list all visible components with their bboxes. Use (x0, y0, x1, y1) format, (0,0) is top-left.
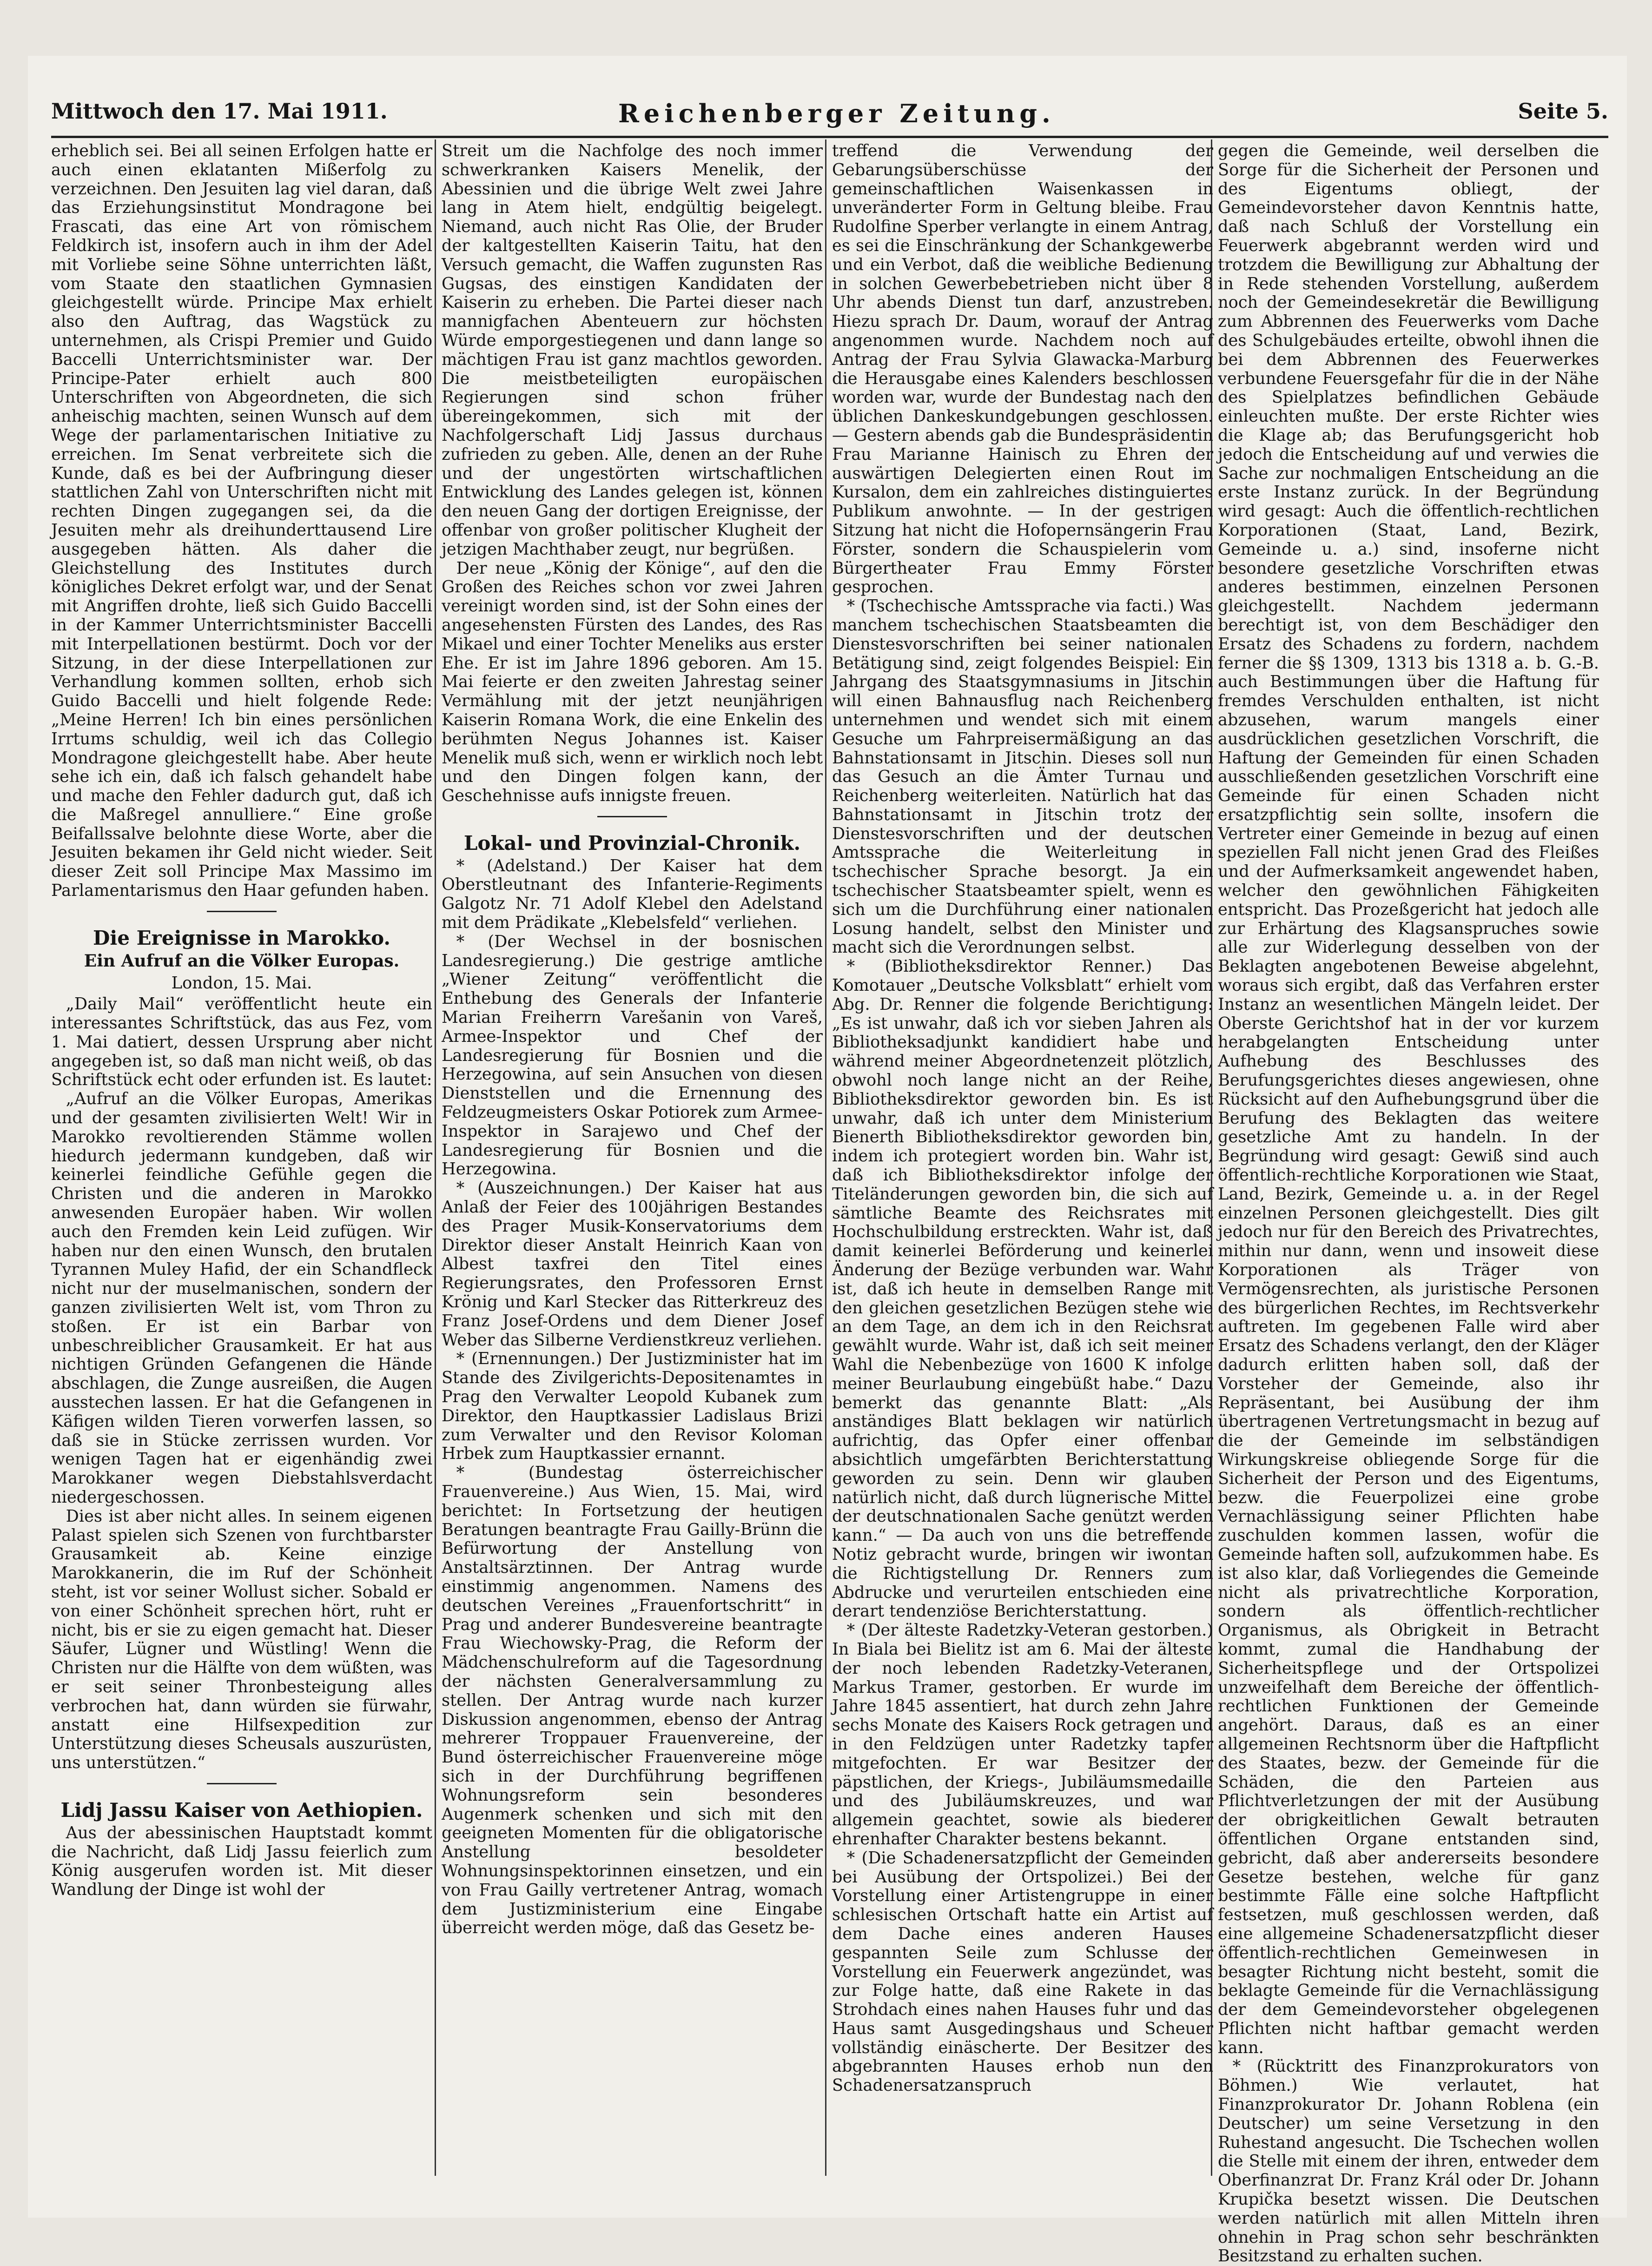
section-heading: Lokal- und Provinzial-Chronik. (463, 831, 801, 855)
column-3 (832, 142, 1213, 2169)
article-paragraph: Streit um die Nachfolge des noch immer schwerkranken Kaisers Menelik, der Abessinien und die übrige Welt zwei Jahre lang in Atem hielt, endgültig beigelegt. Niemand, auch nicht Ras Olie, der Bruder der kaltgestellten Kaiserin Taitu, hat den Versuch gemacht, die Waffen zugunsten Ras Gugsas, des einstigen Kandidaten der Kaiserin zu erheben. Die Partei dieser nach mannigfachen Abenteuern zur höchsten Würde emporgestiegenen und dann lange so mächtigen Frau ist ganz machtlos geworden. Die meistbeteiligten europäischen Regierungen sind schon früher übereingekommen, sich mit der Nachfolgerschaft Lidj Jassus durchaus zufrieden zu geben. Alle, denen an der Ruhe und der ungestörten wirtschaftlichen Entwicklung des Landes gelegen ist, können den neuen Gang der dortigen Ereignisse, der offenbar von großer politischer Klugheit der jetzigen Machthaber zeugt, nur begrüßen. (442, 141, 823, 559)
news-item: * (Ernennungen.) Der Justizminister hat im Stande des Zivilgerichts-Depositenamtes in Prag den Verwalter Leopold Kubanek zum Direktor, den Hauptkassier Ladislaus Brizi zum Verwalter und den Revisor Koloman Hrbek zum Hauptkassier ernannt. (442, 1349, 823, 1464)
news-item: * (Der Wechsel in der bosnischen Landesregierung.) Die gestrige amtliche „Wiener Zeitung“ veröffentlicht die Enthebung des Generals der Infanterie Marian Freiherrn Varešanin von Vareš, Armee-Inspektor und Chef der Landesregierung für Bosnien und die Herzegowina, auf sein Ansuchen von diesen Dienststellen und die Ernennung des Feldzeugmeisters Oskar Potiorek zum Armee-Inspektor in Sarajewo und Chef der Landesregierung für Bosnien und die Herzegowina. (442, 932, 823, 1179)
news-item: * (Tschechische Amtssprache via facti.) Was manchem tschechischen Staatsbeamten die Dienstesvorschriften bei seiner nationalen Betätigung sind, zeigt folgendes Beispiel: Ein Jahrgang des Staatsgymnasiums in Jitschin will einen Bahnausflug nach Reichenberg unternehmen und wendet sich mit einem Gesuche um Fahrpreisermäßigung an das Bahnstationsamt in Jitschin. Dieses soll nun das Gesuch an die Ämter Turnau und Reichenberg weiterleiten. Natürlich hat das Bahnstationsamt in Jitschin trotz der Dienstesvorschriften und der deutschen Amtssprache die Weiterleitung in tschechischer Sprache besorgt. Ja ein tschechischer Staatsbeamter spielt, wenn es sich um die Durchführung einer nationalen Losung handelt, selbst den Minister und macht sich die Verordnungen selbst. (832, 596, 1213, 957)
news-item: * (Adelstand.) Der Kaiser hat dem Oberstleutnant des Infanterie-Regiments Galgotz Nr. 71 Adolf Klebel den Adelstand mit dem Prädikate „Klebelsfeld“ verliehen. (442, 856, 823, 933)
header-rule (51, 136, 1608, 138)
article-paragraph: „Daily Mail“ veröffentlicht heute ein interessantes Schriftstück, das aus Fez, vom 1. Mai datiert, dessen Ursprung aber nicht angegeben ist, so daß man nicht weiß, ob das Schriftstück echt oder erfunden ist. Es lautet: (51, 994, 432, 1090)
news-item: treffend die Verwendung der Gebarungsüberschüsse der gemeinschaftlichen Waisenkassen in unveränderter Form in Geltung bleibe. Frau Rudolfine Sperber verlangte in einem Antrag, es sei die Einschränkung der Schankgewerbe und ein Verbot, daß die weibliche Bedienung in solchen Gewerbebetrieben nicht über 8 Uhr abends Dienst tun darf, anzustreben. Hiezu sprach Dr. Daum, worauf der Antrag angenommen wurde. Nachdem noch auf Antrag der Frau Sylvia Glawacka-Marburg die Herausgabe eines Kalenders beschlossen worden war, wurde der Bundestag nach den üblichen Dankeskundgebungen geschlossen. — Gestern abends gab die Bundespräsidentin Frau Marianne Hainisch zu Ehren der auswärtigen Delegierten einen Rout im Kursalon, dem ein zahlreiches distinguiertes Publikum anwohnte. — In der gestrigen Sitzung hat nicht die Hofopernsängerin Frau Förster, sondern die Schauspielerin vom Bürgertheater Frau Emmy Förster gesprochen. (832, 141, 1213, 597)
article-subheading: Ein Aufruf an die Völker Europas. (84, 951, 400, 971)
divider (597, 816, 667, 817)
news-item: * (Der älteste Radetzky-Veteran gestorben.) In Biala bei Bielitz ist am 6. Mai der älteste der noch lebenden Radetzky-Veteranen, Markus Tramer, gestorben. Er wurde im Jahre 1845 assentiert, hat durch zehn Jahre sechs Monate des Kaisers Rock getragen und in den Feldzügen unter Radetzky tapfer mitgefochten. Er war Besitzer der päpstlichen, der Kriegs-, Jubiläumsmedaille und des Jubiläumskreuzes, und war allgemein geachtet, sowie als biederer ehrenhafter Charakter bestens bekannt. (832, 1621, 1213, 1849)
news-item: * (Die Schadenersatzpflicht der Gemeinden bei Ausübung der Ortspolizei.) Bei der Vorstellung einer Artistengruppe in einer schlesischen Ortschaft hatte ein Artist auf dem Dache eines anderen Hauses gespannten Seile zum Schlusse der Vorstellung ein Feuerwerk angezündet, was zur Folge hatte, daß eine Rakete in das Strohdach eines nahen Hauses fuhr und das Haus samt Ausgedingshaus und Scheuer vollständig einäscherte. Der Besitzer des abgebrannten Hauses erhob nun den Schadenersatzanspruch (832, 1848, 1213, 2095)
news-item: * (Auszeichnungen.) Der Kaiser hat aus Anlaß der Feier des 100jährigen Bestandes des Prager Musik-Konservatoriums dem Direktor dieser Anstalt Heinrich Kaan von Albest taxfrei den Titel eines Regierungsrates, den Professoren Ernst Krönig und Karl Stecker das Ritterkreuz des Franz Josef-Ordens und dem Diener Josef Weber das Silberne Verdienstkreuz verliehen. (442, 1179, 823, 1350)
article-paragraph: Dies ist aber nicht alles. In seinem eigenen Palast spielen sich Szenen von furchtbarster Grausamkeit ab. Keine einzige Marokkanerin, die im Ruf der Schönheit steht, ist vor seiner Wollust sicher. Sobald er von einer Schönheit sprechen hört, ruht er nicht, bis er sie zu eigen gemacht hat. Dieser Säufer, Lügner und Wüstling! Wenn die Christen nur die Hälfte von dem wüßten, was er seit seiner Thronbesteigung alles verbrochen hat, dann würden sie fürwahr, anstatt eine Hilfsexpedition zur Unterstützung dieses Scheusals auszurüsten, uns unterstützen.“ (51, 1506, 432, 1773)
divider (207, 911, 277, 912)
news-item: gegen die Gemeinde, weil derselben die Sorge für die Sicherheit der Personen und des Eigentums obliegt, der Gemeindevorsteher davon Kenntnis hatte, daß nach Schluß der Vorstellung ein Feuerwerk abgebrannt werden wird und trotzdem die Bewilligung zur Abhaltung der in Rede stehenden Vorstellung, außerdem noch der Gemeindesekretär die Bewilligung zum Abbrennen des Feuerwerks vom Dache des Schulgebäudes erteilte, obwohl ihnen die bei dem Abbrennen des Feuerwerkes verbundene Feuersgefahr für die in der Nähe des Spielplatzes befindlichen Gebäude einleuchten mußte. Der erste Richter wies die Klage ab; das Berufungsgericht hob jedoch die Entscheidung auf und verwies die Sache zur nochmaligen Entscheidung an die erste Instanz zurück. In der Begründung wird gesagt: Auch die öffentlich-rechtlichen Korporationen (Staat, Land, Bezirk, Gemeinde u. a.) sind, insoferne nicht besondere gesetzliche Vorschriften etwas anderes bestimmen, einzelnen Personen gleichgestellt. Nachdem jedermann berechtigt ist, von dem Beschädiger den Ersatz des Schadens zu fordern, nachdem ferner die §§ 1309, 1313 bis 1318 a. b. G.-B. auch Bestimmungen über die Haftung für fremdes Verschulden enthalten, ist nicht abzusehen, warum mangels einer ausdrücklichen gesetzlichen Vorschrift, die Haftung der Gemeinden für einen Schaden ausschließenden gesetzlichen Vorschrift eine Gemeinde für einen Schaden nicht ersatzpflichtig sein sollte, insofern die Vertreter einer Gemeinde in bezug auf einen speziellen Fall nicht jenen Grad des Fleißes und der Aufmerksamkeit angewendet haben, welcher den gewöhnlichen Fähigkeiten entspricht. Das Prozeßgericht hat jedoch alle zur Erhärtung des Klagsanspruches sowie alle zur Widerlegung desselben von der Beklagten angebotenen Beweise abgelehnt, woraus sich ergibt, daß das Verfahren erster Instanz an wesentlichen Mängeln leidet. Der Oberste Gerichtshof hat in der vor kurzem herabgelangten Entscheidung unter Aufhebung des Beschlusses des Berufungsgerichtes dieses angewiesen, ohne Rücksicht auf den Aufhebungsgrund über die Berufung des Beklagten das weitere gesetzliche Amt zu handeln. In der Begründung wird gesagt: Gewiß sind auch öffentlich-rechtliche Korporationen wie Staat, Land, Bezirk, Gemeinde u. a. in der Regel einzelnen Personen gleichgestellt. Dies gilt jedoch nur für den Bereich des Privatrechtes, mithin nur dann, wenn und insoweit diese Korporationen als Träger von Vermögensrechten, als juristische Personen des bürgerlichen Rechtes, im Rechtsverkehr auftreten. Im gegebenen Falle wird aber Ersatz des Schadens verlangt, den der Kläger dadurch erlitten haben soll, daß der Vorsteher der Gemeinde, also ihr Repräsentant, bei Ausübung der ihm übertragenen Vertretungsmacht in bezug auf die der Gemeinde im selbständigen Wirkungskreise obliegende Sorge für die Sicherheit der Person und des Eigentums, bezw. die Feuerpolizei eine grobe Vernachlässigung seiner Pflichten habe zuschulden kommen lassen, wofür die Gemeinde haften soll, aufzukommen habe. Es ist also klar, daß Vorliegendes die Gemeinde nicht als privatrechtliche Korporation, sondern als öffentlich-rechtlicher Organismus, als Obrigkeit in Betracht kommt, zumal die Handhabung der Sicherheitspflege und der Ortspolizei unzweifelhaft dem Bereiche der öffentlich-rechtlichen Funktionen der Gemeinde angehört. Daraus, daß es an einer allgemeinen Rechtsnorm über die Haftpflicht des Staates, bezw. der Gemeinde für die Schäden, die den Parteien aus Pflichtverletzungen der mit der Ausübung der obrigkeitlichen Gewalt betrauten öffentlichen Organe entstanden sind, gebricht, daß aber andererseits besondere Gesetze bestehen, welche für ganz bestimmte Fälle eine solche Haftpflicht festsetzen, muß geschlossen werden, daß eine allgemeine Schadenersatzpflicht dieser öffentlich-rechtlichen Gemeinwesen in besagter Richtung nicht besteht, somit die beklagte Gemeinde für die Vernachlässigung der dem Gemeindevorsteher obgelegenen Pflichten nicht haftbar gemacht werden kann. (1218, 141, 1599, 2057)
article-heading: Die Ereignisse in Marokko. (93, 926, 391, 949)
page-header (51, 99, 1608, 140)
divider (207, 1783, 277, 1784)
header-masthead: Reichenberger Zeitung. (618, 99, 1055, 128)
article-paragraph: Der neue „König der Könige“, auf den die Großen des Reiches schon vor zwei Jahren vereinigt worden sind, ist der Sohn eines der angesehensten Fürsten des Landes, des Ras Mikael und einer Tochter Meneliks aus erster Ehe. Er ist im Jahre 1896 geboren. Am 15. Mai feierte er den zweiten Jahrestag seiner Vermählung mit der jetzt neunjährigen Kaiserin Romana Work, die eine Enkelin des berühmten Negus Johannes ist. Kaiser Menelik muß sich, wenn er wirklich noch lebt und den Dingen folgen kann, der Geschehnisse aufs innigste freuen. (442, 558, 823, 806)
header-date: Mittwoch den 17. Mai 1911. (51, 99, 388, 124)
article-paragraph: „Aufruf an die Völker Europas, Amerikas und der gesamten zivilisierten Welt! Wir in Marokko revoltierenden Stämme wollen hiedurch jedermann kundgeben, daß wir keinerlei feindliche Gefühle gegen die Christen und die anderen in Marokko anwesenden Europäer haben. Wir wollen auch den Fremden kein Leid zufügen. Wir haben nur den einen Wunsch, den brutalen Tyrannen Muley Hafid, der ein Schandfleck nicht nur der muselmanischen, sondern der ganzen zivilisierten Welt ist, vom Thron zu stoßen. Er ist ein Barbar von unbeschreiblicher Grausamkeit. Er hat aus nichtigen Gründen Gefangenen die Hände abschlagen, die Zunge ausreißen, die Augen ausstechen lassen. Er hat die Gefangenen in Käfigen wilden Tieren vorwerfen lassen, so daß sie in Stücke zerrissen wurden. Vor wenigen Tagen hat er eigenhändig zwei Marokkaner wegen Diebstahlsverdacht niedergeschossen. (51, 1089, 432, 1507)
news-item: * (Rücktritt des Finanzprokurators von Böhmen.) Wie verlautet, hat Finanzprokurator Dr. Johann Roblena (ein Deutscher) um seine Versetzung in den Ruhestand angesucht. Die Tschechen wollen die Stelle mit einem der ihren, entweder dem Oberfinanzrat Dr. Franz Král oder Dr. Johann Krupička besetzt wissen. Die Deutschen werden natürlich mit allen Mitteln ihren ohnehin in Prag schon sehr beschränkten Besitzstand zu erhalten suchen. (1218, 2057, 1599, 2266)
column-rule (825, 139, 826, 2176)
article-heading: Lidj Jassu Kaiser von Aethiopien. (60, 1798, 423, 1822)
header-page-number: Seite 5. (1518, 99, 1608, 124)
news-item: * (Bibliotheksdirektor Renner.) Das Komotauer „Deutsche Volksblatt“ erhielt vom Abg. Dr. Renner die folgende Berichtigung: „Es ist unwahr, daß ich vor sieben Jahren als Bibliotheksadjunkt kandidiert habe und während meiner Abgeordnetenzeit plötzlich, obwohl noch lange nicht an der Reihe, Bibliotheksdirektor geworden bin. Es ist unwahr, daß ich unter dem Ministerium Bienerth Bibliotheksdirektor geworden bin, indem ich protegiert worden bin. Wahr ist, daß ich Bibliotheksdirektor infolge der Titeländerungen geworden bin, die sich auf sämtliche Beamte des Reichsrates mit Hochschulbildung erstreckten. Wahr ist, daß damit keinerlei Beförderung und keinerlei Änderung der Bezüge verbunden war. Wahr ist, daß ich heute in demselben Range mit den gleichen gesetzlichen Bezügen stehe wie an dem Tage, an dem ich in den Reichsrat gewählt wurde. Wahr ist, daß ich seit meiner Wahl die Nebenbezüge von 1600 K infolge meiner Beurlaubung eingebüßt habe.“ Dazu bemerkt das genannte Blatt: „Als anständiges Blatt beklagen wir natürlich aufrichtig, das Opfer einer offenbar absichtlich umgefärbten Berichterstattung geworden zu sein. Denn wir glauben natürlich nicht, daß durch lügnerische Mittel der deutschnationalen Sache genützt werden kann.“ — Da auch von uns die betreffende Notiz gebracht wurde, bringen wir iwontan die Richtigstellung Dr. Renners zum Abdrucke und verurteilen entschieden eine derart tendenziöse Berichterstattung. (832, 957, 1213, 1621)
dateline: London, 15. Mai. (171, 974, 312, 993)
article-paragraph: erheblich sei. Bei all seinen Erfolgen hatte er auch einen eklatanten Mißerfolg zu verzeichnen. Den Jesuiten lag viel daran, daß das Erziehungsinstitut Mondragone bei Frascati, das eine Art von römischem Feldkirch ist, insofern auch in ihm der Adel mit Vorliebe seine Söhne unterrichten läßt, vom Staate den staatlichen Gymnasien gleichgestellt würde. Principe Max erhielt also den Auftrag, das Wagstück zu unternehmen, als Crispi Premier und Guido Baccelli Unterrichtsminister war. Der Principe-Pater erhielt auch 800 Unterschriften von Abgeordneten, die sich anheischig machten, seinen Wunsch auf dem Wege der parlamentarischen Initiative zu erreichen. Im Senat verbreitete sich die Kunde, daß es bei der Aufbringung dieser stattlichen Zahl von Unterschriften nicht mit rechten Dingen zugegangen sei, da die Jesuiten mehr als dreihunderttausend Lire ausgegeben hätten. Als daher die Gleichstellung des Institutes durch königliches Dekret erfolgt war, und der Senat mit Angriffen drohte, ließ sich Guido Baccelli in der Kammer Unterrichtsminister Baccelli mit Interpellationen bestürmt. Doch vor der Sitzung, in der diese Interpellationen zur Verhandlung kommen sollten, erhob sich Guido Baccelli und hielt folgende Rede: „Meine Herren! Ich bin eines persönlichen Irrtums schuldig, weil ich das Collegio Mondragone gleichgestellt habe. Aber heute sehe ich ein, daß ich falsch gehandelt habe und mache den Fehler dadurch gut, daß ich die Maßregel annulliere.“ Eine große Beifallssalve belohnte diese Worte, aber die Jesuiten bekamen ihr Geld nicht wieder. Seit dieser Zeit soll Principe Max Massimo im Parlamentarismus den Haar gefunden haben. (51, 141, 432, 901)
column-1 (51, 142, 432, 2169)
column-4 (1218, 141, 1599, 2266)
article-paragraph: Aus der abessinischen Hauptstadt kommt die Nachricht, daß Lidj Jassu feierlich zum König ausgerufen worden ist. Mit dieser Wandlung der Dinge ist wohl der (51, 1823, 432, 1900)
news-item: * (Bundestag österreichischer Frauenvereine.) Aus Wien, 15. Mai, wird berichtet: In Fortsetzung der heutigen Beratungen beantragte Frau Gailly-Brünn die Befürwortung der Anstellung von Anstaltsärztinnen. Der Antrag wurde einstimmig angenommen. Namens des deutschen Vereines „Frauenfortschritt“ in Prag und anderer Bundesvereine beantragte Frau Wiechowsky-Prag, die Reform der Mädchenschulreform auf die Tagesordnung der nächsten Generalversammlung zu stellen. Der Antrag wurde nach kurzer Diskussion angenommen, ebenso der Antrag mehrerer Troppauer Frauenvereine, der Bund österreichischer Frauenvereine möge sich in der Durchführung begriffenen Wohnungsreform sein besonderes Augenmerk schenken und sich mit den geeigneten Momenten für die obligatorische Anstellung besoldeter Wohnungsinspektorinnen einsetzen, und ein von Frau Gailly vertretener Antrag, womach dem Justizministerium eine Eingabe überreicht werden möge, daß das Gesetz be- (442, 1463, 823, 1938)
column-rule (435, 139, 436, 2176)
column-2 (442, 142, 823, 2169)
